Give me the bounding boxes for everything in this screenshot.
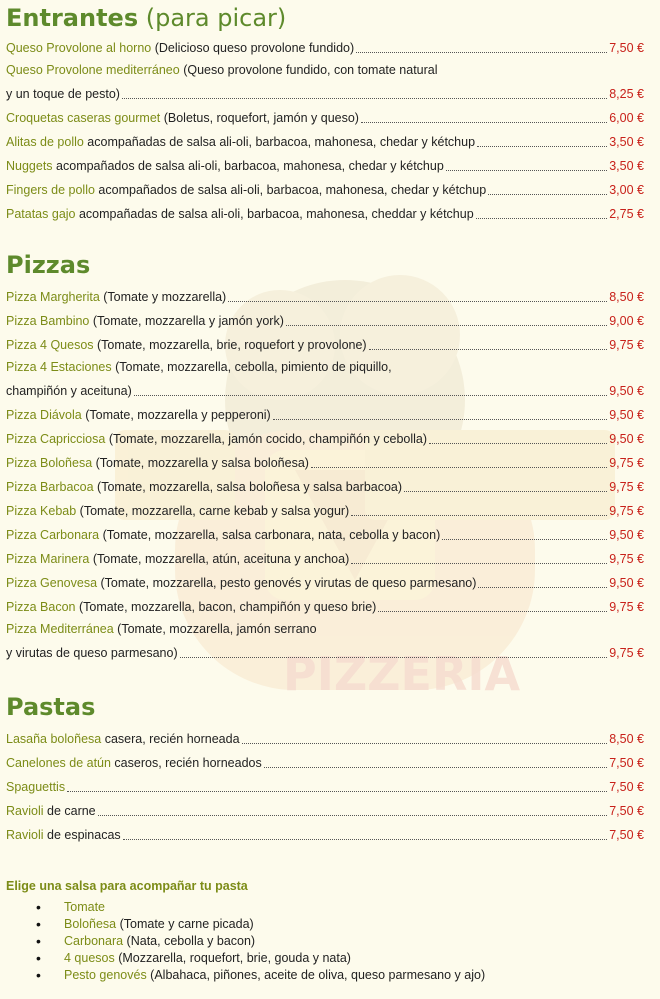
item-description-continued: y un toque de pesto) [6, 87, 120, 101]
item-name: Queso Provolone al horno [6, 41, 152, 55]
item-description: (Tomate, mozzarella, pesto genovés y virutas de queso parmesano) [97, 576, 477, 590]
sauce-item [36, 933, 644, 950]
section-title-main: Entrantes [6, 4, 139, 32]
item-name: Lasaña boloñesa [6, 732, 102, 746]
menu-item-row [6, 36, 644, 60]
item-description-continued: champiñón y aceituna) [6, 384, 132, 398]
sauce-description: (Tomate y carne picada) [116, 917, 254, 931]
dot-leader [67, 791, 607, 792]
menu-item-text [6, 617, 317, 641]
item-name: Pizza 4 Quesos [6, 338, 94, 352]
dot-leader [478, 587, 607, 588]
menu-item-text [6, 571, 476, 595]
dot-leader [429, 443, 607, 444]
item-price: 3,50 € [609, 135, 644, 149]
item-description: (Tomate, mozzarella, atún, aceituna y anchoa) [89, 552, 350, 566]
section-title-pastas: Pastas [6, 693, 96, 721]
menu-item-text [6, 823, 121, 847]
item-price: 9,75 € [609, 504, 644, 518]
sauce-item [36, 916, 644, 933]
item-description: (Tomate, mozzarella y jamón york) [89, 314, 284, 328]
menu-item-row [6, 475, 644, 499]
item-price: 9,50 € [609, 384, 644, 398]
sauce-description: (Nata, cebolla y bacon) [123, 934, 256, 948]
item-description: (Tomate, mozzarella y pepperoni) [81, 408, 271, 422]
item-description-continued: y virutas de queso parmesano) [6, 646, 178, 660]
item-price: 7,50 € [609, 804, 644, 818]
menu-item-row [6, 547, 644, 571]
item-price: 6,00 € [609, 111, 644, 125]
menu-item-row [6, 357, 644, 379]
dot-leader [361, 122, 607, 123]
item-description: (Tomate, mozzarella y salsa boloñesa) [92, 456, 309, 470]
dot-leader [476, 218, 608, 219]
item-description: (Tomate, mozzarella, cebolla, pimiento de piquillo, [111, 360, 392, 374]
pizzas-list [6, 285, 644, 665]
item-price: 9,75 € [609, 480, 644, 494]
sauce-name: Tomate [64, 900, 105, 914]
menu-item-row [6, 130, 644, 154]
menu-item-row [6, 202, 644, 226]
menu-item-row [6, 523, 644, 547]
item-name: Pizza Barbacoa [6, 480, 94, 494]
item-name: Pizza Genovesa [6, 576, 98, 590]
dot-leader [356, 52, 607, 53]
item-description: casera, recién horneada [101, 732, 240, 746]
menu-item-text [6, 309, 284, 333]
item-price: 9,50 € [609, 576, 644, 590]
entrantes-list [6, 36, 644, 226]
item-price: 9,75 € [609, 456, 644, 470]
menu-item-row [6, 60, 644, 82]
menu-item-row [6, 178, 644, 202]
dot-leader [228, 301, 607, 302]
item-price: 9,50 € [609, 432, 644, 446]
menu-item-row [6, 309, 644, 333]
item-description: acompañados de salsa ali-oli, barbacoa, mahonesa, chedar y kétchup [52, 159, 444, 173]
item-price: 9,75 € [609, 646, 644, 660]
item-name: Queso Provolone mediterráneo [6, 63, 180, 77]
menu-item-row [6, 775, 644, 799]
item-price: 7,50 € [609, 41, 644, 55]
section-title-entrantes [6, 0, 644, 36]
dot-leader [122, 98, 607, 99]
menu-item-text [6, 595, 376, 619]
item-description: (Tomate, mozzarella, brie, roquefort y provolone) [93, 338, 367, 352]
item-description: (Boletus, roquefort, jamón y queso) [160, 111, 359, 125]
section-title-sub: (para picar) [138, 4, 287, 32]
sauce-item [36, 967, 644, 984]
dot-leader [404, 491, 607, 492]
menu-item-row [6, 595, 644, 619]
item-description: (Tomate, mozzarella, salsa boloñesa y salsa barbacoa) [93, 480, 403, 494]
sauce-item [36, 950, 644, 967]
item-description: (Tomate, mozzarella, bacon, champiñón y queso brie) [75, 600, 377, 614]
item-price: 7,50 € [609, 756, 644, 770]
item-name: Ravioli [6, 804, 44, 818]
item-price: 8,50 € [609, 732, 644, 746]
item-description: acompañadas de salsa ali-oli, barbacoa, mahonesa, chedar y kétchup [83, 135, 476, 149]
item-description: (Tomate, mozzarella, carne kebab y salsa yogur) [76, 504, 350, 518]
menu-item-text [6, 451, 309, 475]
item-description: (Tomate, mozzarella, salsa carbonara, nata, cebolla y bacon) [99, 528, 441, 542]
item-description: caseros, recién horneados [110, 756, 262, 770]
item-name: Pizza Bacon [6, 600, 76, 614]
item-description: (Tomate, mozzarella, jamón cocido, champiñón y cebolla) [105, 432, 428, 446]
menu-item-row-continued [6, 379, 644, 403]
menu-item-text [6, 547, 349, 571]
menu-item-text [6, 751, 262, 775]
item-price: 9,75 € [609, 552, 644, 566]
menu-item-row [6, 333, 644, 357]
item-name: Pizza Boloñesa [6, 456, 93, 470]
menu-item-text [6, 178, 486, 202]
dot-leader [98, 815, 608, 816]
sauce-heading: Elige una salsa para acompañar tu pasta [6, 879, 248, 893]
sauce-item [36, 899, 644, 916]
menu-item-row [6, 499, 644, 523]
menu-item-text [6, 523, 440, 547]
item-description: (Tomate y mozzarella) [99, 290, 227, 304]
item-name: Pizza Marinera [6, 552, 90, 566]
menu-item-row-continued [6, 82, 644, 106]
item-description: acompañadas de salsa ali-oli, barbacoa, mahonesa, cheddar y kétchup [75, 207, 474, 221]
dot-leader [369, 349, 608, 350]
item-name: Alitas de pollo [6, 135, 84, 149]
item-price: 9,50 € [609, 408, 644, 422]
item-name: Fingers de pollo [6, 183, 95, 197]
sauce-description: (Albahaca, piñones, aceite de oliva, queso parmesano y ajo) [146, 968, 486, 982]
item-price: 3,50 € [609, 159, 644, 173]
item-name: Canelones de atún [6, 756, 111, 770]
item-description: (Delicioso queso provolone fundido) [151, 41, 355, 55]
menu-item-row [6, 285, 644, 309]
item-name: Nuggets [6, 159, 53, 173]
menu-item-text [6, 285, 226, 309]
dot-leader [123, 839, 608, 840]
menu-item-text [6, 58, 438, 82]
item-name: Pizza Capricciosa [6, 432, 106, 446]
watermark-text: PIZZERIA [283, 647, 521, 701]
dot-leader [477, 146, 607, 147]
menu-item-row [6, 799, 644, 823]
menu-item-row [6, 823, 644, 847]
item-name: Pizza Mediterránea [6, 622, 114, 636]
dot-leader [351, 515, 607, 516]
menu-item-row [6, 427, 644, 451]
item-name: Pizza Kebab [6, 504, 77, 518]
item-name: Patatas gajo [6, 207, 76, 221]
menu-item-text [6, 355, 392, 379]
sauce-list [6, 899, 644, 984]
menu-item-text [6, 799, 96, 823]
dot-leader [311, 467, 607, 468]
item-name: Pizza Carbonara [6, 528, 100, 542]
sauce-name: 4 quesos [64, 951, 115, 965]
dot-leader [286, 325, 607, 326]
menu-item-text [6, 130, 475, 154]
item-description: de espinacas [43, 828, 121, 842]
dot-leader [273, 419, 608, 420]
sauce-name: Pesto genovés [64, 968, 147, 982]
menu-item-text [6, 499, 349, 523]
menu-item-text [6, 106, 359, 130]
item-description: (Queso provolone fundido, con tomate natural [179, 63, 438, 77]
menu-item-text [6, 427, 427, 451]
menu-item-row [6, 619, 644, 641]
menu-item-text [6, 333, 367, 357]
menu-item-text [6, 154, 444, 178]
item-name: Croquetas caseras gourmet [6, 111, 161, 125]
menu-item-row [6, 571, 644, 595]
dot-leader [351, 563, 607, 564]
item-price: 9,75 € [609, 338, 644, 352]
item-price: 9,75 € [609, 600, 644, 614]
menu-item-text [6, 775, 65, 799]
menu-item-text [6, 36, 354, 60]
item-price: 9,50 € [609, 528, 644, 542]
dot-leader [264, 767, 608, 768]
dot-leader [242, 743, 608, 744]
item-price: 8,25 € [609, 87, 644, 101]
menu-item-text [6, 202, 474, 226]
menu-item-row-continued [6, 641, 644, 665]
menu-item-text [6, 403, 271, 427]
dot-leader [488, 194, 607, 195]
item-description: (Tomate, mozzarella, jamón serrano [113, 622, 317, 636]
item-name: Spaguettis [6, 780, 66, 794]
menu-item-row [6, 403, 644, 427]
item-price: 8,50 € [609, 290, 644, 304]
item-name: Pizza Margherita [6, 290, 100, 304]
sauce-name: Boloñesa [64, 917, 117, 931]
menu-item-row [6, 451, 644, 475]
item-name: Pizza Diávola [6, 408, 82, 422]
menu-item-text [6, 727, 240, 751]
pastas-list [6, 727, 644, 847]
dot-leader [442, 539, 607, 540]
dot-leader [180, 657, 608, 658]
item-name: Pizza 4 Estaciones [6, 360, 112, 374]
item-price: 9,00 € [609, 314, 644, 328]
item-price: 2,75 € [609, 207, 644, 221]
dot-leader [446, 170, 607, 171]
item-price: 7,50 € [609, 780, 644, 794]
menu-item-row [6, 751, 644, 775]
menu-item-row [6, 727, 644, 751]
item-name: Ravioli [6, 828, 44, 842]
item-name: Pizza Bambino [6, 314, 90, 328]
item-price: 7,50 € [609, 828, 644, 842]
dot-leader [378, 611, 607, 612]
menu-item-row [6, 154, 644, 178]
dot-leader [134, 395, 607, 396]
menu-item-row [6, 106, 644, 130]
sauce-description: (Mozzarella, roquefort, brie, gouda y nata) [114, 951, 351, 965]
item-price: 3,00 € [609, 183, 644, 197]
item-description: acompañados de salsa ali-oli, barbacoa, mahonesa, chedar y kétchup [94, 183, 487, 197]
section-title-pizzas: Pizzas [6, 251, 91, 279]
menu-item-text [6, 475, 402, 499]
item-description: de carne [43, 804, 96, 818]
sauce-name: Carbonara [64, 934, 124, 948]
